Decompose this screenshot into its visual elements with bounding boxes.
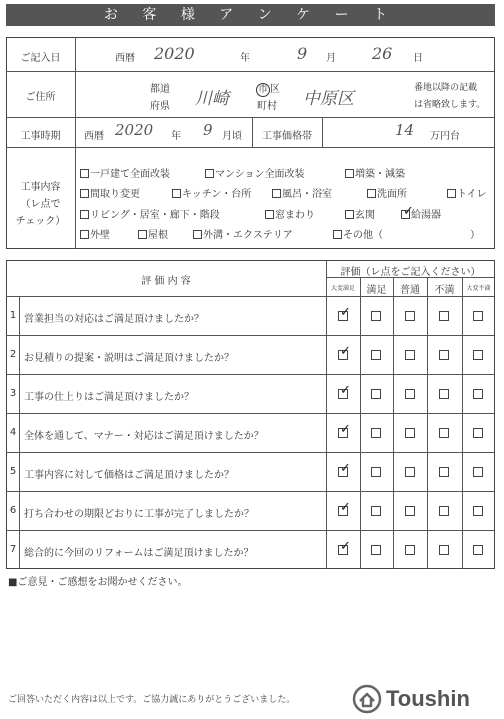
- rating-checkbox[interactable]: [439, 506, 449, 516]
- question-text: 全体を通して、マナー・対応はご満足頂けましたか？: [24, 431, 264, 442]
- date-month-unit: 月: [326, 53, 336, 64]
- town-label: 町村: [257, 101, 277, 112]
- question-text: 工事の仕上りはご満足頂けましたか？: [24, 392, 194, 403]
- work-option-checkbox[interactable]: [265, 210, 274, 219]
- work-option-label: 給湯器: [411, 210, 441, 221]
- page-title: お 客 様 ア ン ケ ー ト: [6, 4, 495, 26]
- address-note-1: 番地以降の記載: [414, 83, 478, 93]
- work-option[interactable]: [265, 206, 315, 221]
- other-close: ）: [470, 230, 480, 241]
- rating-checkbox[interactable]: [371, 428, 381, 438]
- house-logo-icon: [352, 684, 382, 714]
- rating-checkbox[interactable]: [473, 389, 483, 399]
- date-month-value: 9: [297, 44, 308, 63]
- question-number: 1: [9, 310, 17, 321]
- question-number: 3: [9, 388, 17, 399]
- rating-checkbox[interactable]: [338, 350, 348, 360]
- question-text: お見積りの提案・説明はご満足頂けましたか？: [24, 353, 234, 364]
- work-option-label: リビング・居室・廊下・階段: [90, 210, 220, 221]
- rating-checkbox[interactable]: [371, 506, 381, 516]
- rating-checkbox[interactable]: [439, 545, 449, 555]
- work-option[interactable]: [193, 226, 293, 241]
- work-option[interactable]: [401, 206, 441, 221]
- rating-checkbox[interactable]: [371, 389, 381, 399]
- work-option[interactable]: [205, 165, 305, 180]
- work-option[interactable]: [80, 185, 140, 200]
- work-option-checkbox[interactable]: [80, 189, 89, 198]
- rating-checkbox[interactable]: [473, 428, 483, 438]
- date-year-value: 2020: [154, 44, 195, 63]
- work-option-label: キッチン・台所: [182, 189, 252, 200]
- work-option[interactable]: [80, 165, 170, 180]
- question-number: 7: [9, 544, 17, 555]
- work-option[interactable]: [333, 226, 383, 241]
- district-value: 中原区: [303, 89, 354, 109]
- question-text: 打ち合わせの期限どおりに工事が完了しましたか？: [24, 509, 254, 520]
- rating-checkbox[interactable]: [439, 350, 449, 360]
- work-option-checkbox[interactable]: [80, 230, 89, 239]
- work-option-checkbox[interactable]: [80, 210, 89, 219]
- rating-neutral: 普通: [400, 285, 420, 296]
- work-option[interactable]: [172, 185, 251, 200]
- rating-checkbox[interactable]: [473, 350, 483, 360]
- rating-checkbox[interactable]: [473, 545, 483, 555]
- rating-checkbox[interactable]: [371, 545, 381, 555]
- rating-header: 評価（レ点をご記入ください）: [340, 267, 481, 278]
- work-option-checkbox[interactable]: [205, 169, 214, 178]
- rating-checkbox[interactable]: [405, 545, 415, 555]
- work-option[interactable]: [345, 206, 375, 221]
- date-era: 西暦: [115, 53, 135, 64]
- rating-checkbox[interactable]: [338, 467, 348, 477]
- work-option-label: 間取り変更: [90, 189, 140, 200]
- work-option-label: 玄関: [355, 210, 375, 221]
- work-option-checkbox[interactable]: [80, 169, 89, 178]
- period-year-unit: 年: [171, 131, 181, 142]
- date-day-unit: 日: [413, 53, 423, 64]
- rating-checkbox[interactable]: [371, 311, 381, 321]
- work-option-checkbox[interactable]: [193, 230, 202, 239]
- work-label-1: 工事内容: [20, 182, 61, 193]
- question-text: 工事内容に対して価格はご満足頂けましたか？: [24, 470, 234, 481]
- content-header: 評 価 内 容: [141, 276, 191, 287]
- work-option[interactable]: [345, 165, 405, 180]
- work-option-checkbox[interactable]: [345, 169, 354, 178]
- work-option[interactable]: [367, 185, 407, 200]
- work-option-label: 窓まわり: [275, 210, 315, 221]
- work-option-label: 洗面所: [377, 189, 407, 200]
- period-label: 工事時期: [20, 131, 61, 142]
- rating-checkbox[interactable]: [405, 389, 415, 399]
- rating-checkbox[interactable]: [439, 311, 449, 321]
- work-option-label: 屋根: [148, 230, 168, 241]
- address-note-2: は省略致します。: [414, 100, 486, 110]
- city-marked: [256, 80, 280, 97]
- pref-bottom: 府県: [150, 101, 170, 112]
- city-circle-mark: 市: [258, 84, 268, 95]
- pref-top: 都道: [150, 84, 170, 95]
- work-option-checkbox[interactable]: [401, 210, 410, 219]
- work-option-checkbox[interactable]: [172, 189, 181, 198]
- work-option-checkbox[interactable]: [138, 230, 147, 239]
- rating-very-dissatisfied: 大変不満: [466, 285, 491, 292]
- price-unit: 万円台: [430, 131, 460, 142]
- price-value: 14: [395, 121, 415, 139]
- question-number: 4: [9, 427, 17, 438]
- rating-checkbox[interactable]: [439, 428, 449, 438]
- ward-suffix: 区: [270, 84, 280, 95]
- rating-checkbox[interactable]: [439, 389, 449, 399]
- work-option-checkbox[interactable]: [367, 189, 376, 198]
- rating-checkbox[interactable]: [473, 467, 483, 477]
- work-option[interactable]: [138, 226, 168, 241]
- work-option-label: 増築・減築: [355, 169, 405, 180]
- price-label: 工事価格帯: [262, 131, 312, 142]
- period-month-value: 9: [203, 121, 213, 139]
- company-logo: [352, 684, 470, 714]
- footer-text: ご回答いただく内容は以上です。ご協力誠にありがとうございました。: [8, 695, 296, 705]
- rating-dissatisfied: 不満: [434, 285, 455, 296]
- work-option-checkbox[interactable]: [447, 189, 456, 198]
- rating-checkbox[interactable]: [473, 311, 483, 321]
- work-option-label: その他（: [343, 230, 383, 241]
- logo-text: Toushin: [386, 686, 470, 711]
- work-option-label: 外壁: [90, 230, 110, 241]
- work-option-checkbox[interactable]: [333, 230, 342, 239]
- work-option-label: トイレ: [457, 189, 487, 200]
- work-option-checkbox[interactable]: [345, 210, 354, 219]
- work-option[interactable]: [80, 206, 220, 221]
- work-option-checkbox[interactable]: [272, 189, 281, 198]
- rating-satisfied: 満足: [366, 285, 387, 296]
- work-option[interactable]: [272, 185, 332, 200]
- question-text: 営業担当の対応はご満足頂けましたか？: [24, 314, 204, 325]
- work-option-label: 外溝・エクステリア: [203, 230, 293, 241]
- work-option[interactable]: [447, 185, 487, 200]
- work-option-label: 一戸建て全面改装: [90, 169, 170, 180]
- period-year-value: 2020: [115, 121, 154, 139]
- rating-checkbox[interactable]: [338, 311, 348, 321]
- period-era: 西暦: [84, 131, 104, 142]
- city-value: 川崎: [195, 89, 229, 109]
- question-text: 総合的に今回のリフォームはご満足頂けましたか？: [24, 548, 254, 559]
- date-year-unit: 年: [240, 53, 250, 64]
- date-label: ご記入日: [20, 53, 61, 64]
- address-label: ご住所: [25, 92, 56, 103]
- rating-checkbox[interactable]: [338, 506, 348, 516]
- rating-checkbox[interactable]: [405, 311, 415, 321]
- work-option-label: 風呂・浴室: [282, 189, 332, 200]
- work-option-label: マンション全面改装: [215, 169, 305, 180]
- comments-label: ■ご意見・ご感想をお聞かせください。: [8, 577, 188, 588]
- work-label-2: （レ点で: [20, 199, 61, 210]
- rating-checkbox[interactable]: [338, 389, 348, 399]
- question-number: 2: [9, 349, 17, 360]
- rating-very-satisfied: 大変満足: [330, 285, 355, 292]
- rating-checkbox[interactable]: [473, 506, 483, 516]
- work-label-3: チェック）: [15, 216, 66, 227]
- period-month-unit: 月頃: [222, 131, 242, 142]
- rating-checkbox[interactable]: [371, 467, 381, 477]
- rating-checkbox[interactable]: [405, 467, 415, 477]
- evaluation-table: [6, 260, 495, 569]
- rating-checkbox[interactable]: [405, 350, 415, 360]
- question-number: 5: [9, 466, 17, 477]
- work-option[interactable]: [80, 226, 110, 241]
- rating-checkbox[interactable]: [338, 428, 348, 438]
- date-day-value: 26: [372, 44, 393, 63]
- question-number: 6: [9, 505, 17, 516]
- rating-checkbox[interactable]: [439, 467, 449, 477]
- rating-checkbox[interactable]: [338, 545, 348, 555]
- rating-checkbox[interactable]: [405, 506, 415, 516]
- rating-checkbox[interactable]: [371, 350, 381, 360]
- rating-checkbox[interactable]: [405, 428, 415, 438]
